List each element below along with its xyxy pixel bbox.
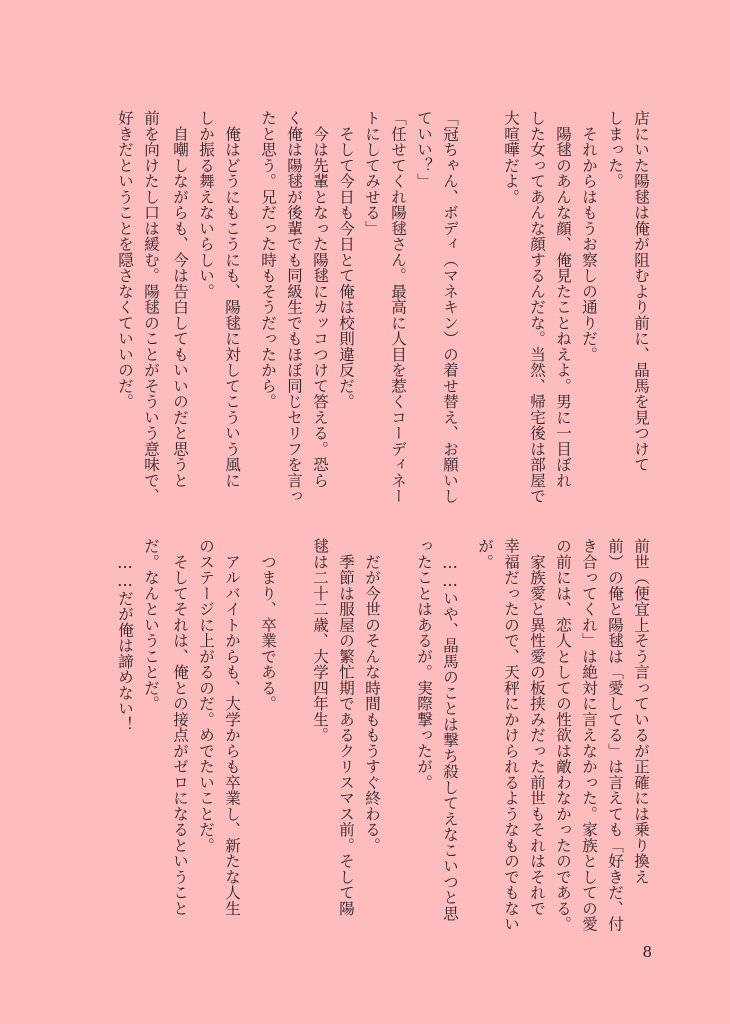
text-column: 今は先輩となった陽毬にカッコつけて答える。恐ら [311,110,329,488]
text-column: 前を向けたし口は緩む。陽毬のことがそういう意味で、 [142,110,160,504]
text-column: き合ってくれ」は絶対に言えなかった。家族としての愛 [580,538,598,932]
text-column: ……いや、晶馬のことは撃ち殺してえなこいつと思 [441,538,459,921]
text-column: 大喧嘩だよ。 [502,110,520,205]
text-column: しまった。 [606,110,624,189]
text-column: 俺はどうにもこうにも、陽毬に対してこういう風に [223,110,241,488]
page-number: 8 [642,943,652,961]
text-column [281,538,307,938]
text-column: しか振る舞えないらしい。 [197,110,215,299]
text-column: ったことはあるが。実際撃ったが。 [415,538,433,790]
text-column: 前世（便宜上そう言っているが正確には乗り換え [632,538,650,885]
text-column: した女ってあんな顔するんだな。当然、帰宅後は部屋で [528,110,546,504]
text-column: 陽毬のあんな顔、俺見たことねえよ。男に一目ぼれ [554,110,572,488]
text-column: 「任せてくれ陽毬さん。最高に人目を惹くコーディネー [389,110,407,504]
text-column: のステージに上がるのだ。めでたいことだ。 [197,538,215,853]
text-column: 幸福だったので、天秤にかけられるようなものでもない [502,538,520,932]
text-column: ……だが俺は諦めない！ [116,538,134,732]
text-column: ていい？」 [415,110,433,189]
text-column: 毬は二十二歳、大学四年生。 [311,538,329,743]
text-column: 前）の俺と陽毬は「愛してる」は言えても「好きだ、付 [606,538,624,932]
text-column [385,538,411,938]
text-column: 家族愛と異性愛の板挟みだった前世もそれはそれで [528,538,546,916]
text-column: 季節は服屋の繁忙期であるクリスマス前。そして陽 [337,538,355,916]
text-column: の前には、恋人としての性欲は敵わなかったのである。 [554,538,572,932]
text-column: く俺は陽毬が後輩でも同級生でもほぼ同じセリフを言っ [285,110,303,504]
text-column: それからはもうお察しの通りだ。 [580,110,598,362]
text-column: 「冠ちゃん、ボディ（マネキン）の着せ替え、お願いし [441,110,459,504]
text-column: そして今日も今日とて俺は校則違反だ。 [337,110,355,410]
text-column: だ。なんということだ。 [142,538,160,712]
text-column: つまり、卒業である。 [259,538,277,712]
text-column: 自嘲しながらも、今は告白してもいいのだと思うと [171,110,189,488]
text-column [472,110,498,510]
text-column: そしてそれは、俺との接点がゼロになるということ [171,538,189,916]
text-column: 店にいた陽毬は俺が阻むより前に、晶馬を見つけて [632,110,650,473]
text-column: アルバイトからも、大学からも卒業し、新たな人生 [223,538,241,916]
text-column: トにしてみせる」 [363,110,381,236]
text-column: 好きだということを隠さなくていいのだ。 [116,110,134,410]
text-column: だが今世のそんな時間ももうすぐ終わる。 [363,538,381,853]
text-column: が。 [476,538,494,570]
text-column: たと思う。兄だった時もそうだったから。 [259,110,277,410]
